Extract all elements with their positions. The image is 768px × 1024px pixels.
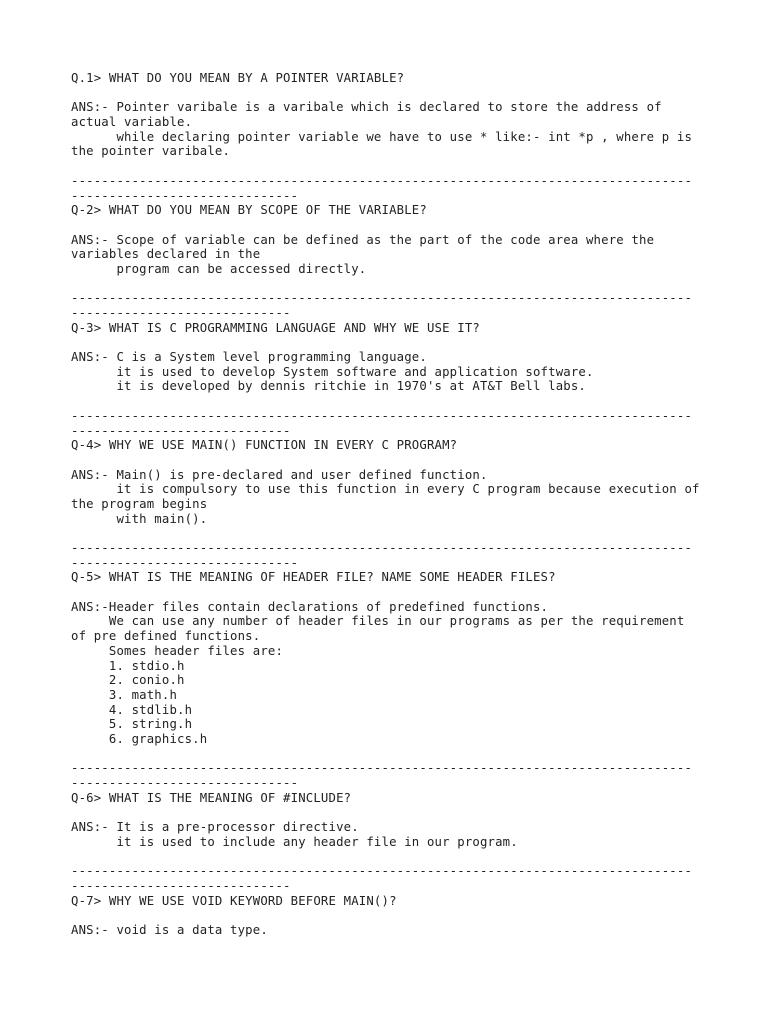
separator-line: ---------------------------------------------------------------------------------- bbox=[71, 761, 693, 776]
blank-line bbox=[71, 394, 721, 409]
blank-line bbox=[71, 86, 721, 101]
separator-line: ------------------------------ bbox=[71, 555, 299, 570]
answer-line: ANS:- Pointer varibale is a varibale which is declared to store the address of bbox=[71, 100, 662, 115]
answer-line: while declaring pointer variable we have to use * like:- int *p , where p is bbox=[71, 129, 693, 144]
header-file-list-item: 1. stdio.h bbox=[71, 658, 185, 673]
separator-line: ---------------------------------------------------------------------------------- bbox=[71, 541, 693, 555]
separator-line: ---------------------------------------------------------------------------------- bbox=[71, 408, 693, 423]
blank-line bbox=[71, 526, 721, 541]
answer-line: it is compulsory to use this function in every C program because execution of bbox=[71, 482, 700, 497]
blank-line bbox=[71, 849, 721, 864]
blank-line bbox=[71, 218, 721, 233]
blank-line bbox=[71, 159, 721, 174]
question-heading: Q-2> WHAT DO YOU MEAN BY SCOPE OF THE VARIABLE? bbox=[71, 203, 427, 218]
answer-line: of pre defined functions. bbox=[71, 629, 261, 644]
answer-line: it is used to include any header file in our program. bbox=[71, 834, 518, 849]
header-file-list-item: 5. string.h bbox=[71, 717, 193, 732]
question-heading: Q-3> WHAT IS C PROGRAMMING LANGUAGE AND WHY WE USE IT? bbox=[71, 320, 480, 335]
header-file-list-item: 6. graphics.h bbox=[71, 731, 208, 746]
question-heading: Q-5> WHAT IS THE MEANING OF HEADER FILE? NAME SOME HEADER FILES? bbox=[71, 570, 556, 585]
answer-line: program can be accessed directly. bbox=[71, 261, 367, 276]
answer-line: ANS:- void is a data type. bbox=[71, 922, 268, 937]
separator-line: ------------------------------ bbox=[71, 776, 299, 790]
question-heading: Q-4> WHY WE USE MAIN() FUNCTION IN EVERY C PROGRAM? bbox=[71, 438, 458, 453]
blank-line bbox=[71, 805, 721, 820]
separator-line: ----------------------------- bbox=[71, 878, 291, 893]
answer-line: the pointer varibale. bbox=[71, 144, 231, 159]
separator-line: ----------------------------- bbox=[71, 306, 291, 320]
answer-line: it is developed by dennis ritchie in 1970's at AT&T Bell labs. bbox=[71, 379, 586, 394]
answer-line: actual variable. bbox=[71, 115, 193, 130]
answer-line: the program begins bbox=[71, 496, 208, 511]
blank-line bbox=[71, 747, 721, 762]
separator-line: ---------------------------------------------------------------------------------- bbox=[71, 291, 693, 306]
header-file-list-item: 2. conio.h bbox=[71, 673, 185, 688]
blank-line bbox=[71, 277, 721, 292]
header-file-list-item: 4. stdlib.h bbox=[71, 702, 193, 717]
answer-line: it is used to develop System software and application software. bbox=[71, 364, 594, 379]
answer-line: ANS:- C is a System level programming language. bbox=[71, 350, 427, 365]
separator-line: ----------------------------- bbox=[71, 423, 291, 438]
answer-line: with main(). bbox=[71, 511, 208, 526]
question-heading: Q.1> WHAT DO YOU MEAN BY A POINTER VARIABLE? bbox=[71, 71, 405, 85]
document-page bbox=[71, 71, 721, 938]
blank-line bbox=[71, 908, 721, 923]
question-heading: Q-7> WHY WE USE VOID KEYWORD BEFORE MAIN()? bbox=[71, 893, 397, 908]
question-heading: Q-6> WHAT IS THE MEANING OF #INCLUDE? bbox=[71, 790, 352, 805]
blank-line bbox=[71, 453, 721, 468]
answer-line: variables declared in the bbox=[71, 247, 261, 262]
header-file-list-item: 3. math.h bbox=[71, 687, 178, 702]
answer-line: We can use any number of header files in our programs as per the requirement bbox=[71, 614, 685, 629]
separator-line: ---------------------------------------------------------------------------------- bbox=[71, 864, 693, 879]
answer-line: ANS:- It is a pre-processor directive. bbox=[71, 820, 359, 835]
blank-line bbox=[71, 335, 721, 350]
answer-line: ANS:- Scope of variable can be defined as the part of the code area where the bbox=[71, 232, 655, 247]
separator-line: ---------------------------------------------------------------------------------- bbox=[71, 173, 693, 188]
answer-line: ANS:- Main() is pre-declared and user defined function. bbox=[71, 467, 488, 482]
answer-line: ANS:-Header files contain declarations of predefined functions. bbox=[71, 599, 549, 614]
separator-line: ------------------------------ bbox=[71, 188, 299, 203]
blank-line bbox=[71, 585, 721, 600]
answer-line: Somes header files are: bbox=[71, 643, 284, 658]
